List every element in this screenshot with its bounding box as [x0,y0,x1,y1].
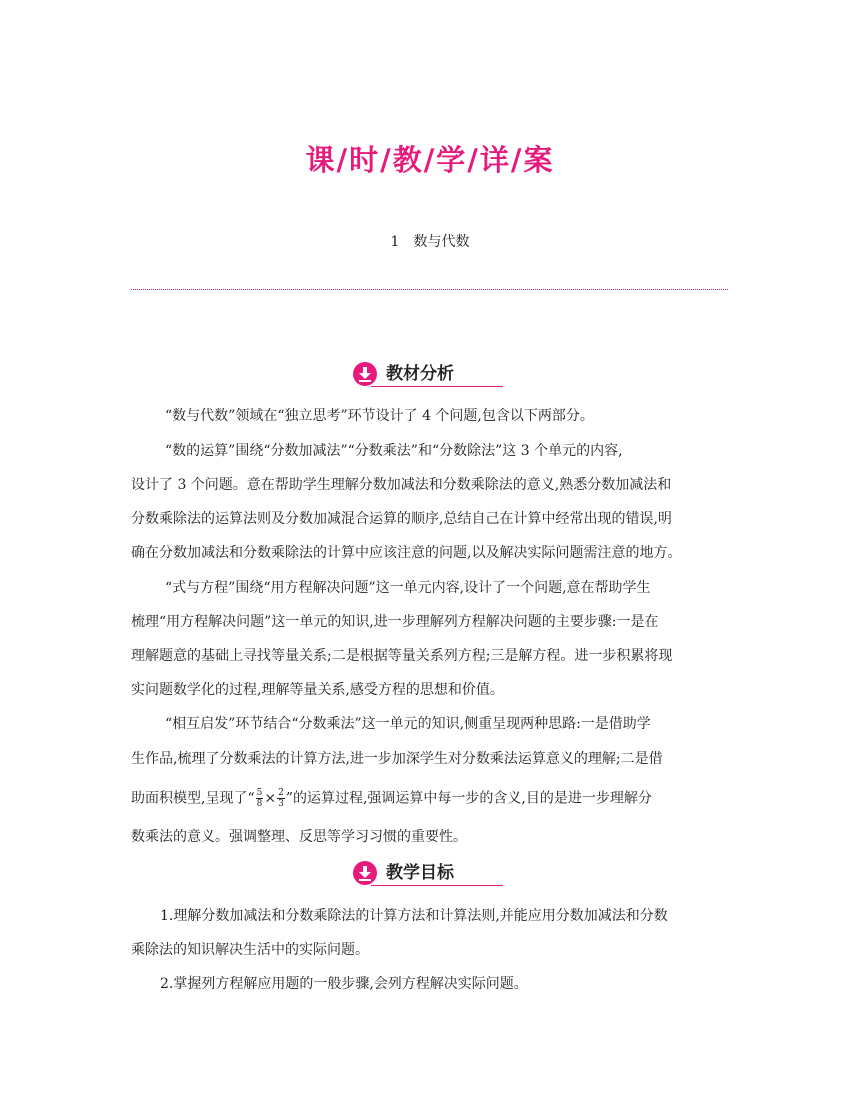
section-subtitle: 1 数与代数 [390,234,470,250]
fraction-numerator: 5 [256,788,263,798]
paragraph-line: 分数乘除法的运算法则及分数加减混合运算的顺序,总结自己在计算中经常出现的错误,明 [131,511,672,527]
paragraph-line: “相互启发”环节结合“分数乘法”这一单元的知识,侧重呈现两种思路:一是借助学 [165,716,651,732]
paragraph-line: “数与代数”领域在“独立思考”环节设计了 4 个问题,包含以下两部分。 [165,408,594,424]
formula-text-before: 助面积模型,呈现了“ [131,790,255,807]
heading-underline [371,386,503,387]
paragraph-line: 生作品,梳理了分数乘法的计算方法,进一步加深学生对分数乘法运算意义的理解;二是借 [131,751,663,767]
objective-line: 乘除法的知识解决生活中的实际问题。 [131,942,369,958]
paragraph-line: 确在分数加减法和分数乘除法的计算中应该注意的问题,以及解决实际问题需注意的地方。 [131,545,682,561]
page-title: 课/时/教/学/详/案 [305,143,555,177]
fraction-two-thirds [277,788,285,809]
paragraph-line: 设计了 3 个问题。意在帮助学生理解分数加减法和分数乘除法的意义,熟悉分数加减法和 [131,477,672,493]
section-header-objectives [353,861,503,887]
formula-text-after: ”的运算过程,强调运算中每一步的含义,目的是进一步理解分 [285,790,652,807]
section-heading: 教材分析 [386,364,454,384]
section-heading: 教学目标 [386,863,454,883]
paragraph-line: 实问题数学化的过程,理解等量关系,感受方程的思想和价值。 [131,682,504,698]
paragraph-line: “式与方程”围绕“用方程解决问题”这一单元内容,设计了一个问题,意在帮助学生 [165,580,651,596]
formula-line [131,788,652,809]
paragraph-line: “数的运算”围绕“分数加减法”“分数乘法”和“分数除法”这 3 个单元的内容, [165,443,623,459]
fraction-numerator: 2 [278,788,284,798]
paragraph-line: 理解题意的基础上寻找等量关系;二是根据等量关系列方程;三是解方程。进一步积累将现 [131,648,673,664]
download-arrow-icon [353,861,377,885]
heading-underline [371,885,503,886]
objective-line: 1.理解分数加减法和分数乘除法的计算方法和计算法则,并能应用分数加减法和分数 [160,908,668,924]
objective-line: 2.掌握列方程解应用题的一般步骤,会列方程解决实际问题。 [160,976,528,992]
fraction-denominator: 8 [256,799,263,809]
divider [131,289,728,290]
section-header-analysis [353,362,503,388]
download-arrow-icon [353,362,377,386]
paragraph-line: 梳理“用方程解决问题”这一单元的知识,进一步理解列方程解决问题的主要步骤:一是在 [131,614,659,630]
fraction-denominator: 3 [278,799,284,809]
multiply-operator: × [264,790,277,807]
fraction-five-eighths [256,788,264,809]
paragraph-line: 数乘法的意义。强调整理、反思等学习习惯的重要性。 [131,829,467,845]
